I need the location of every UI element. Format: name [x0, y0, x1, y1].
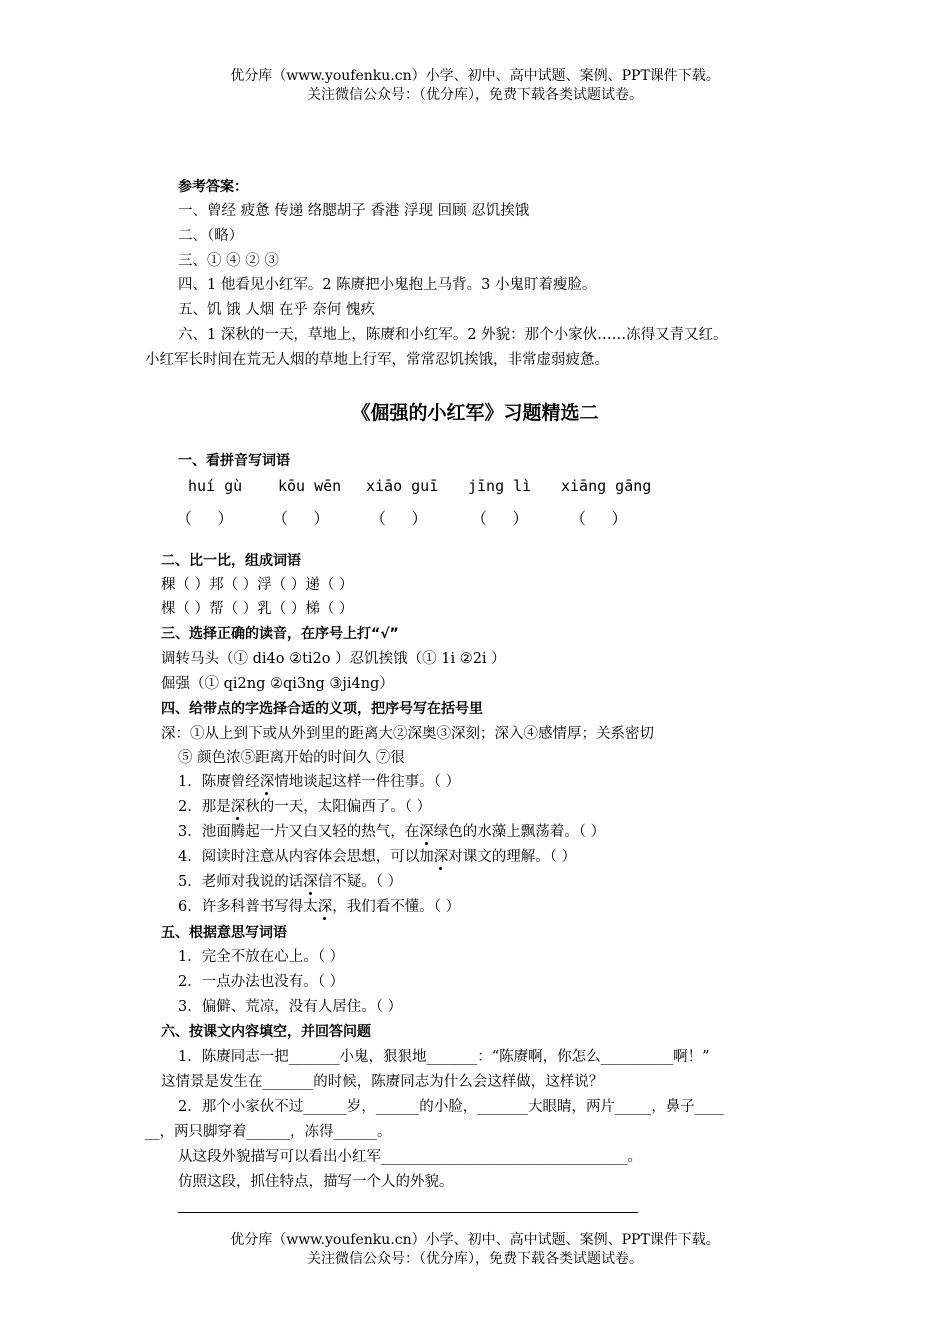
pinyin-1: huí gù [188, 477, 243, 495]
meaning-question-3: 3．偏僻、荒凉，没有人居住。（ ） [178, 999, 403, 1015]
section-3-heading: 三、选择正确的读音，在序号上打“√” [161, 626, 399, 642]
section-6-heading: 六、按课文内容填空，并回答问题 [161, 1024, 371, 1040]
fill-line-3: 2．那个小家伙不过______岁，______的小脸，_______大眼睛，两片_____，鼻子____ [178, 1099, 724, 1115]
answer-paren-3[interactable]: （ ） [370, 509, 428, 528]
pinyin-3: xiāo guī [366, 477, 439, 495]
fill-line-1: 1．陈赓同志一把_______小鬼，狠狠地_______：“陈赓啊，你怎么__________啊！” [178, 1049, 710, 1065]
fill-line-5: 从这段外貌描写可以看出小红军__________________________________。 [178, 1149, 642, 1165]
dotted-char: 深 [259, 774, 275, 790]
page-title: 《倔强的小红军》习题精选二 [351, 402, 599, 424]
answer-paren-5[interactable]: （ ） [570, 509, 628, 528]
answer-1: 一、曾经 疲惫 传递 络腮胡子 香港 浮现 回顾 忍饥挨饿 [178, 203, 530, 219]
dotted-char: 深 [230, 799, 246, 815]
answer-2: 二、（略） [178, 228, 244, 244]
section-5-heading: 五、根据意思写词语 [161, 925, 287, 941]
fill-line-6: 仿照这段，抓住特点，描写一个人的外貌。 [178, 1174, 454, 1190]
definition-line-2: ⑤ 颜色浓⑤距离开始的时间久 ⑦很 [178, 750, 405, 766]
footer-line-1: 优分库（www.youfenku.cn）小学、初中、高中试题、案例、PPT课件下载。 [230, 1232, 720, 1248]
sense-question-1: 1．陈赓曾经深情地谈起这样一件往事。（ ） [178, 774, 461, 790]
pinyin-4: jīng lì [468, 477, 532, 495]
pinyin-2: kōu wēn [278, 477, 342, 495]
section-2-heading: 二、比一比，组成词语 [161, 553, 301, 569]
meaning-question-1: 1．完全不放在心上。（ ） [178, 949, 345, 965]
answers-heading: 参考答案： [178, 179, 248, 195]
compare-row-2: 棵（ ）帮（ ）乳（ ）梯（ ） [161, 601, 354, 617]
sense-question-6: 6．许多科普书写得太深，我们看不懂。（ ） [178, 899, 461, 915]
section-4-heading: 四、给带点的字选择合适的义项，把序号写在括号里 [161, 701, 483, 717]
meaning-question-2: 2．一点办法也没有。（ ） [178, 974, 345, 990]
header-line-2: 关注微信公众号：（优分库），免费下载各类试题试卷。 [307, 87, 643, 103]
pinyin-5: xiāng gāng [561, 477, 652, 495]
definition-line-1: 深：①从上到下或从外到里的距离大②深奥③深刻；深入④感情厚；关系密切 [161, 726, 654, 742]
answer-6: 六、1 深秋的一天，草地上，陈赓和小红军。2 外貌：那个小家伙……冻得又青又红。 [178, 327, 728, 343]
dotted-char: 深 [419, 824, 434, 840]
answer-paren-4[interactable]: （ ） [471, 509, 529, 528]
reading-line-2: 倔强（① qi2ng ②qi3ng ③ji4ng） [161, 676, 394, 692]
reading-line-1: 调转马头（① di4o ②ti2o ）忍饥挨饿（① 1i ②2i ） [161, 651, 506, 667]
answer-4: 四、1 他看见小红军。2 陈赓把小鬼抱上马背。3 小鬼盯着瘦脸。 [178, 277, 597, 293]
sense-question-3: 3．池面腾起一片又白又轻的热气，在深绿色的水藻上飘荡着。（ ） [178, 824, 606, 840]
answer-6-continued: 小红军长时间在荒无人烟的草地上行军，常常忍饥挨饿，非常虚弱疲惫。 [145, 352, 609, 368]
sense-question-4: 4．阅读时注意从内容体会思想，可以加深对课文的理解。（ ） [178, 849, 577, 865]
fill-line-4: __，两只脚穿着______，冻得______。 [145, 1124, 392, 1140]
answer-5: 五、饥 饿 人烟 在乎 奈何 愧疚 [178, 302, 376, 318]
section-1-heading: 一、看拼音写词语 [178, 453, 290, 469]
compare-row-1: 稞（ ）邦（ ）浮（ ）递（ ） [161, 577, 354, 593]
dotted-char: 深 [303, 874, 318, 890]
dotted-char: 深 [433, 849, 449, 865]
answer-blank-line [178, 1212, 638, 1213]
dotted-char: 深 [317, 899, 333, 915]
answer-paren-2[interactable]: （ ） [272, 509, 330, 528]
sense-question-5: 5．老师对我说的话深信不疑。（ ） [178, 874, 403, 890]
answer-3: 三、① ④ ② ③ [178, 253, 279, 269]
footer-line-2: 关注微信公众号：（优分库），免费下载各类试题试卷。 [307, 1251, 643, 1267]
fill-line-2: 这情景是发生在_______的时候，陈赓同志为什么会这样做，这样说？ [161, 1074, 604, 1090]
header-line-1: 优分库（www.youfenku.cn）小学、初中、高中试题、案例、PPT课件下载。 [230, 68, 720, 84]
sense-question-2: 2．那是深秋的一天，太阳偏西了。（ ） [178, 799, 432, 815]
answer-paren-1[interactable]: （ ） [176, 509, 234, 528]
